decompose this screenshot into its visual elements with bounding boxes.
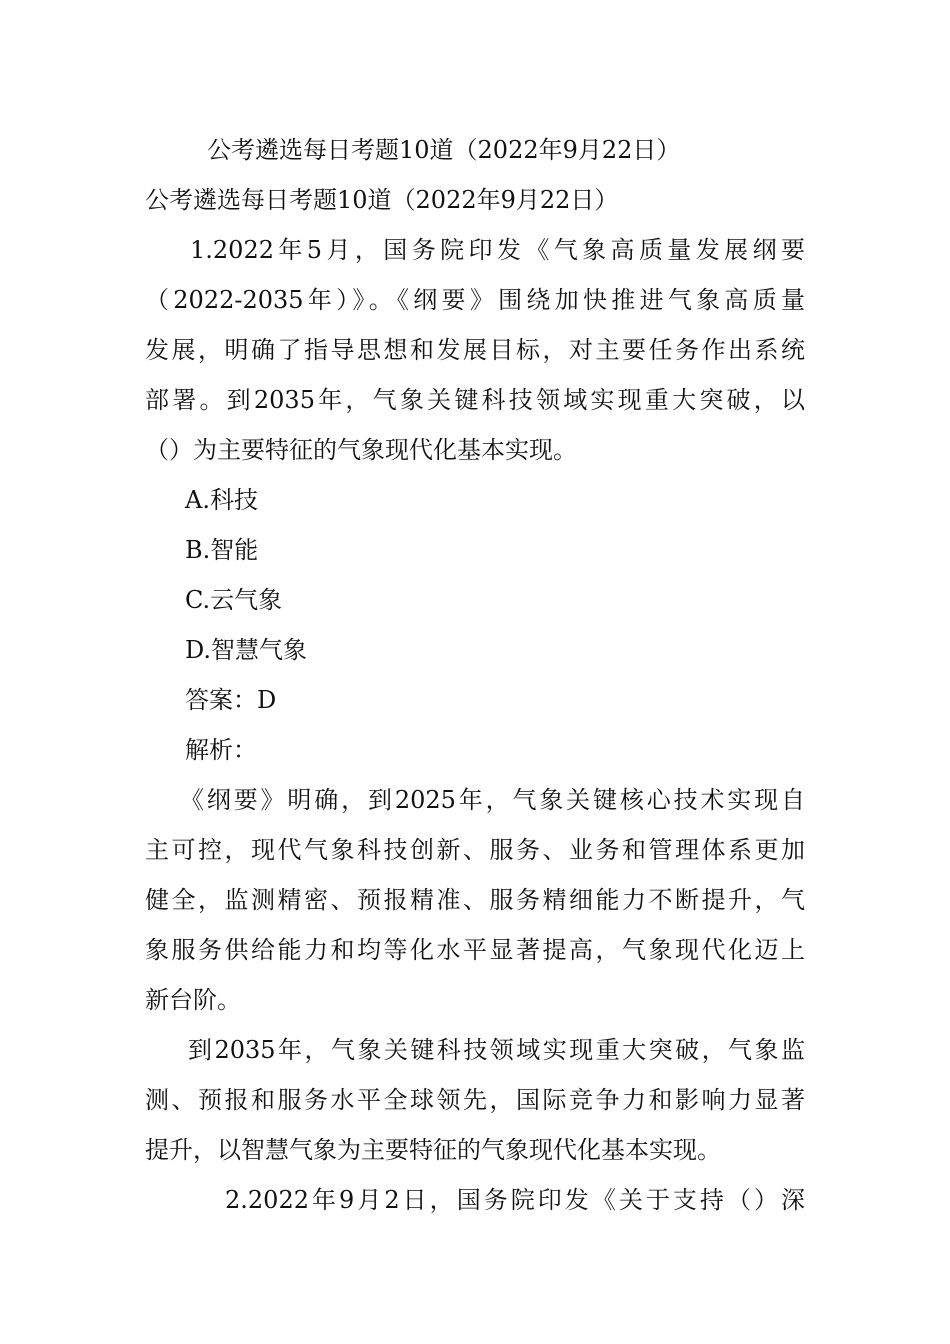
q1-analysis-line: 提升，以智慧气象为主要特征的气象现代化基本实现。 [145,1136,721,1164]
q1-stem-line: （）为主要特征的气象现代化基本实现。 [145,436,577,464]
q1-analysis-line: 主可控，现代气象科技创新、服务、业务和管理体系更加 [145,836,805,864]
q1-option-a: A.科技 [185,486,258,514]
q1-analysis-line: 测、预报和服务水平全球领先，国际竞争力和影响力显著 [145,1086,805,1114]
q1-answer: 答案：D [185,686,277,714]
q1-option-b: B.智能 [185,536,259,564]
q1-option-d: D.智慧气象 [185,636,308,664]
q1-analysis-line: 新台阶。 [145,986,241,1014]
document-title: 公考遴选每日考题10道（2022年9月22日） [207,136,681,164]
document-subtitle: 公考遴选每日考题10道（2022年9月22日） [145,186,619,214]
q2-stem-line: 2.2022年9月2日，国务院印发《关于支持（）深 [225,1186,805,1214]
q1-option-c: C.云气象 [185,586,283,614]
q1-analysis-line: 象服务供给能力和均等化水平显著提高，气象现代化迈上 [145,936,805,964]
q1-analysis-label: 解析： [185,736,257,764]
q1-stem-line: 部署。到2035年，气象关键科技领域实现重大突破，以 [145,386,805,414]
q1-analysis-line: 到2035年，气象关键科技领域实现重大突破，气象监 [188,1036,805,1064]
q1-analysis-line: 《纲要》明确，到2025年，气象关键核心技术实现自 [180,786,805,814]
q1-analysis-line: 健全，监测精密、预报精准、服务精细能力不断提升，气 [145,886,805,914]
q1-stem-line: （2022-2035年）》。《纲要》围绕加快推进气象高质量 [145,286,805,314]
q1-stem-line: 1.2022年5月，国务院印发《气象高质量发展纲要 [190,236,805,264]
q1-stem-line: 发展，明确了指导思想和发展目标，对主要任务作出系统 [145,336,805,364]
